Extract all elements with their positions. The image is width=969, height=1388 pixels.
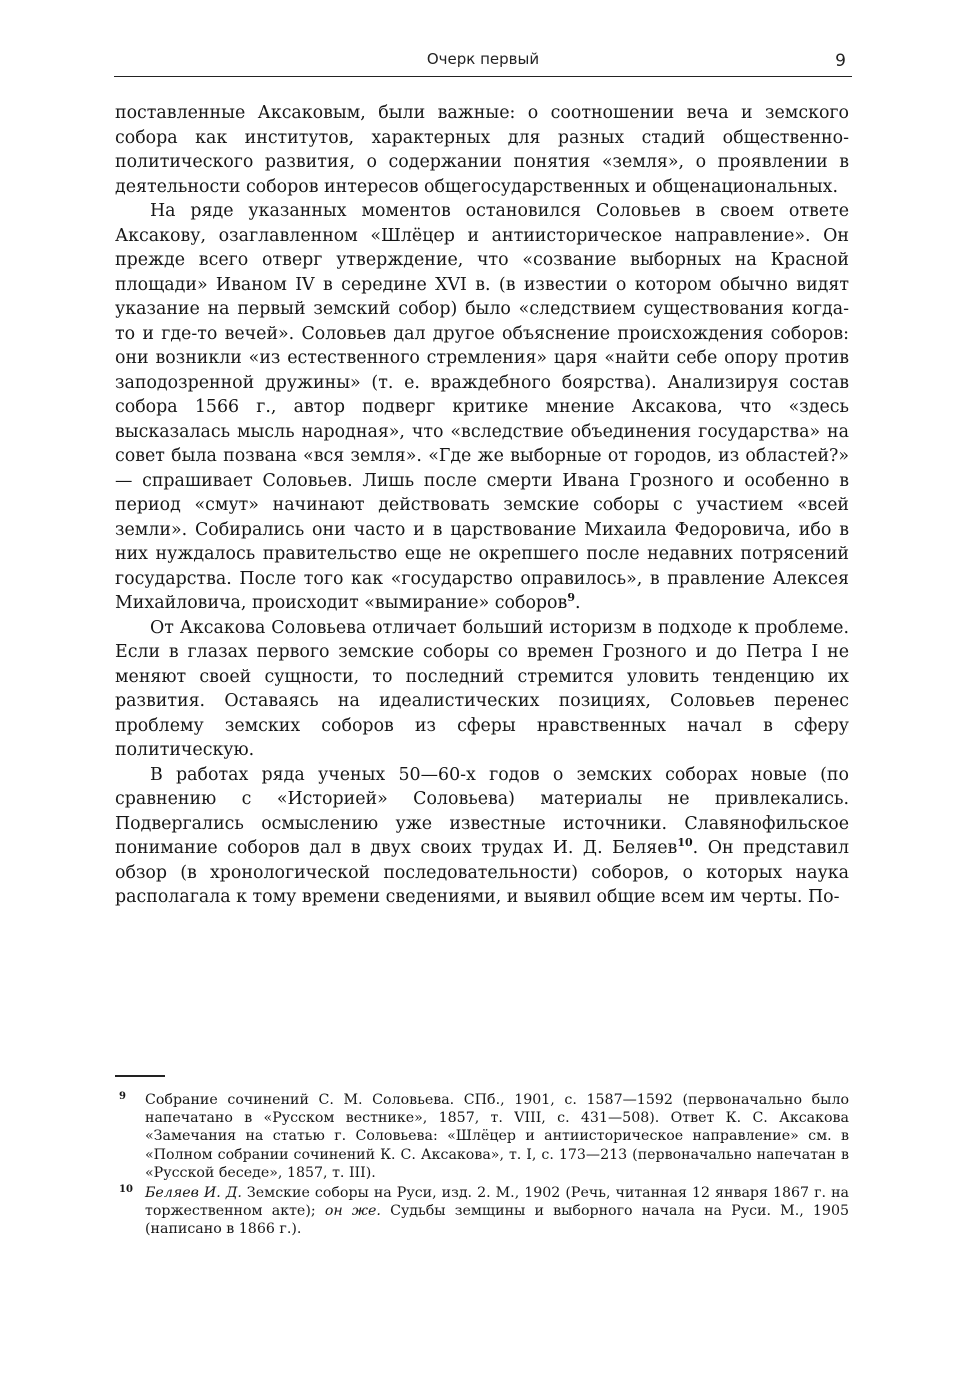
paragraph-4-text-a: В работах ряда ученых 50—60-х годов о земских соборах новые (по сравнению с «Историей» Соловьева) материалы не привлекались. Подвергались осмыслению уже известные источники. Славянофильское понимание соборов дал в двух своих трудах И. Д. Беляев — [115, 764, 849, 858]
footnote-number: 9 — [119, 1091, 126, 1102]
footnote-mark-9: 9 — [567, 591, 575, 605]
footnotes — [115, 1091, 849, 1241]
footnote-text-a: Земские соборы на Руси, изд. 2. М., 1902 (Речь, читанная 12 января 1867 г. на торжественном акте); — [145, 1185, 849, 1220]
paragraph-3: От Аксакова Соловьева отличает больший историзм в подходе к проблеме. Если в глазах первого земские соборы со времен Грозного и до Петра I не меняют своей сущности, то последний стремится уловить тенденцию их развития. Оставаясь на идеалистических позициях, Соловьев перенес проблему земских соборов из сферы нравственных начал в сферу политическую. — [115, 617, 849, 760]
footnote-author: Беляев И. Д. — [145, 1185, 242, 1202]
footnote-text-b: Судьбы земщины и выборного начала на Руси. М., 1905 (написано в 1866 г.). — [145, 1203, 849, 1238]
footnote-9 — [115, 1091, 849, 1182]
footnote-number: 10 — [119, 1184, 133, 1196]
paragraph-2-text: На ряде указанных моментов остановился Соловьев в своем ответе Аксакову, озаглавленном «Шлёцер и антиисторическое направление». Он прежде всего отверг утверждение, что «созвание выборных на Красной площади» Иваном IV в середине XVI в. (в известии о котором обычно видят указание на первый земский собор) было «следствием существования когда-то и где-то вечей». Соловьев дал другое объяснение происхождения соборов: они возникли «из естественного стремления» царя «найти себе опору против заподозренной дружины» (т. е. враждебного боярства). Анализируя состав собора 1566 г., автор подверг критике мнение Аксакова, что «здесь высказалась мысль народная», что «вследствие объединения государства» на совет была позвана «вся земля». «Где же выборные от городов, из областей?» — спрашивает Соловьев. Лишь после смерти Ивана Грозного и особенно в период «смут» начинают действовать земские соборы с участием «всей земли». Собирались они часто и в царствование Михаила Федоровича, ибо в них нуждалось правительство еще не окрепшего после недавних потрясений государства. После того как «государство оправилось», в правление Алексея Михайловича, происходит «вымирание» соборов — [115, 201, 849, 613]
running-title: Очерк первый — [426, 50, 540, 68]
page-header — [114, 50, 852, 77]
page-number: 9 — [835, 51, 846, 71]
paragraph-2: На ряде указанных моментов остановился Соловьев в своем ответе Аксакову, озаглавленном «Шлёцер и антиисторическое направление». Он прежде всего отверг утверждение, что «созвание выборных на Красной площади» Иваном IV в середине XVI в. (в известии о котором обычно видят указание на первый земский собор) было «следствием существования когда-то и где-то вечей». Соловьев дал другое объяснение происхождения соборов: они возникли «из естественного стремления» царя «найти себе опору против заподозренной дружины» (т. е. враждебного боярства). Анализируя состав собора 1566 г., автор подверг критике мнение Аксакова, что «здесь высказалась мысль народная», что «вследствие объединения государства» на совет была позвана «вся земля». «Где же выборные от городов, из областей?» — спрашивает Соловьев. Лишь после смерти Ивана Грозного и особенно в период «смут» начинают действовать земские соборы с участием «всей земли». Собирались они часто и в царствование Михаила Федоровича, ибо в них нуждалось правительство еще не окрепшего после недавних потрясений государства. После того как «государство оправилось», в правление Алексея Михайловича, происходит «вымирание» соборов$^9$. — [115, 201, 849, 613]
footnote-divider — [115, 1075, 165, 1077]
footnote-10 — [115, 1184, 849, 1239]
footnote-mark-10: 10 — [677, 836, 693, 850]
footnote-ibid: он же. — [324, 1203, 381, 1220]
paragraph-4 — [115, 763, 849, 910]
paragraph-1: поставленные Аксаковым, были важные: о соотношении веча и земского собора как институтов, характерных для разных стадий общественно-политического развития, о содержании понятия «земля», о проявлении в деятельности соборов интересов общегосударственных и общенациональных. — [115, 103, 849, 197]
footnote-text: Собрание сочинений С. М. Соловьева. СПб., 1901, с. 1587—1592 (первоначально было напечатано в «Русском вестнике», 1857, т. VIII, с. 431—508). Ответ К. С. Аксакова «Замечания на статью г. Соловьева: «Шлёцер и антиисторическое направление» см. в «Полном собрании сочинений К. С. Аксакова», т. I, с. 173—213 (первоначально напечатан в «Русской беседе», 1857, т. III). — [145, 1092, 849, 1181]
paragraph-4-text-b: . Он представил обзор (в хронологической последовательности) соборов, о которых наука располагала к тому времени сведениями, и выявил общие всем им черты. По- — [115, 838, 849, 907]
main-text — [115, 101, 849, 910]
